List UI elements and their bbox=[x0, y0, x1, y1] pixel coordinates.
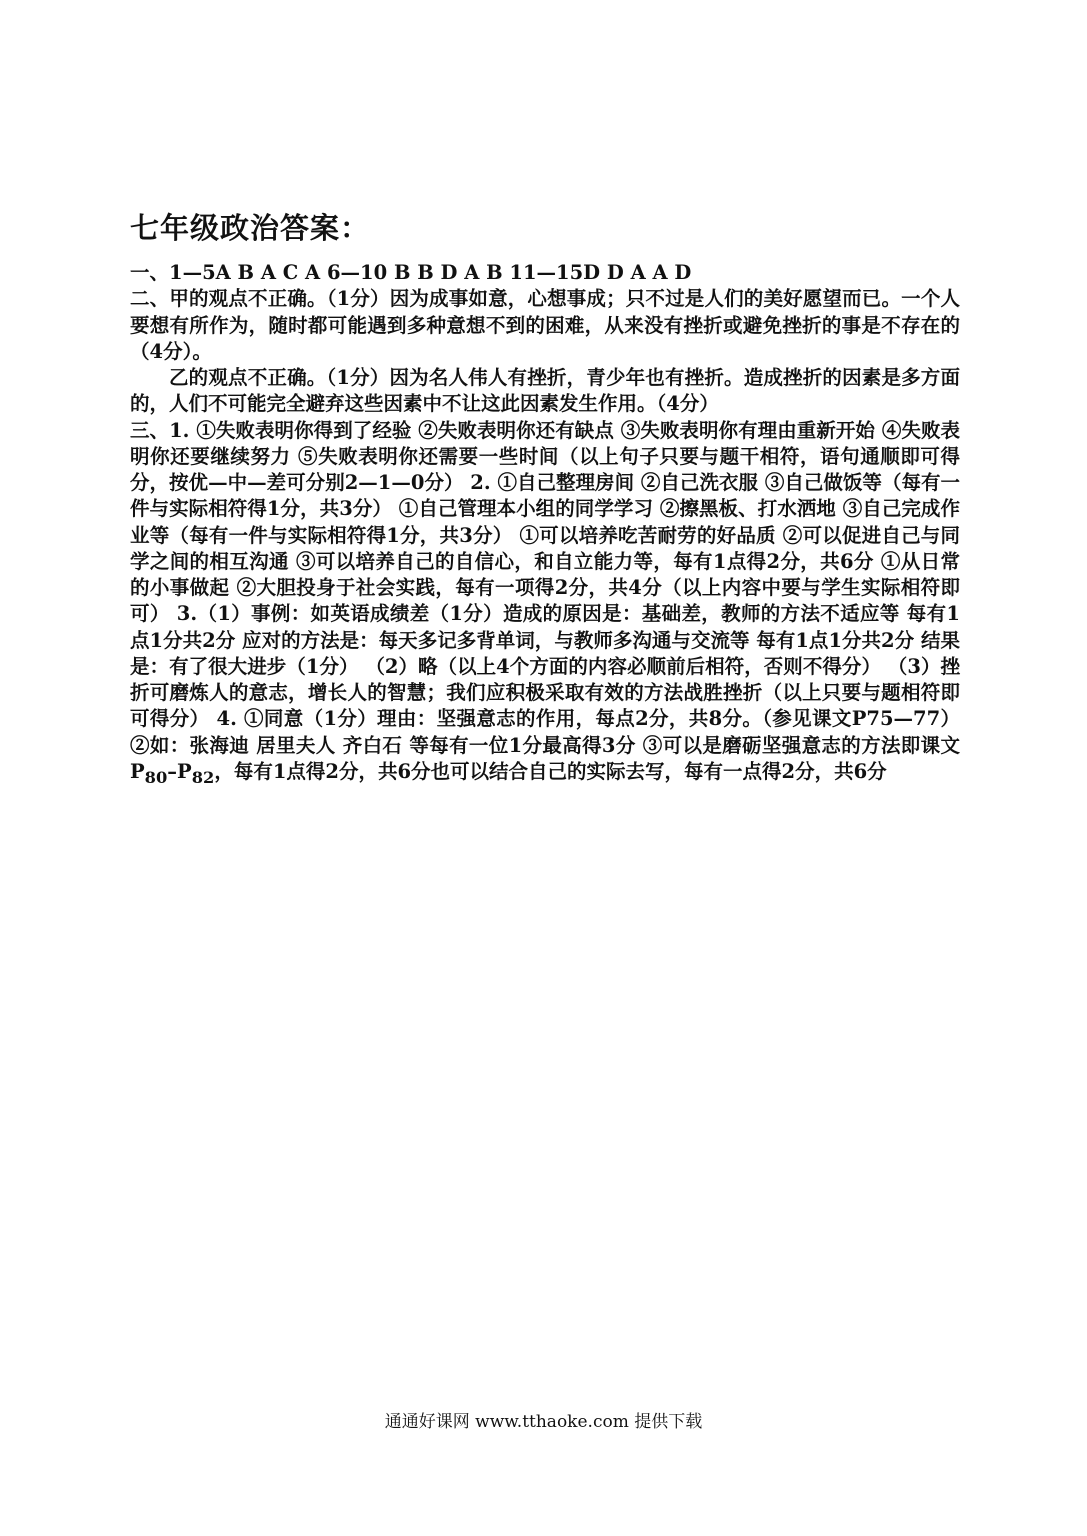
section-3-answer-tail: ，每有1点得2分，共6分也可以结合自己的实际去写，每有一点得2分，共6分 bbox=[214, 759, 887, 783]
section-1-answers: 一、1—5A B A C A 6—10 B B D A B 11—15D D A A D bbox=[130, 261, 692, 284]
section-3-answer-text: 三、1. ①失败表明你得到了经验 ②失败表明你还有缺点 ③失败表明你有理由重新开始 ④失败表明你还要继续努力 ⑤失败表明你还需要一些时间（以上句子只要与题干相符，语句通顺即可得分，按优—中—差可分别2—1—0分） 2. ①自己整理房间 ②自己洗衣服 ③自己做饭等（每有一件与实际相符得1分，共3分） ①自己管理本小组的同学学习 ②擦黑板、打水洒地 ③自己完成作业等（每有一件与实际相符得1分，共3分） ①可以培养吃苦耐劳的好品质 ②可以促进自己与同学之间的相互沟通 ③可以培养自己的自信心，和自立能力等，每有1点得2分，共6分 ①从日常的小事做起 ②大胆投身于社会实践，每有一项得2分，共4分（以上内容中要与学生实际相符即可） 3.（1）事例：如英语成绩差（1分）造成的原因是：基础差，教师的方法不适应等 每有1点1分共2分 应对的方法是：每天多记多背单词，与教师多沟通与交流等 每有1点1分共2分 结果是：有了很大进步（1分） （2）略（以上4个方面的内容必顺前后相符，否则不得分） （3）挫折可磨炼人的意志，增长人的智慧；我们应积极采取有效的方法战胜挫折（以上只要与题相符即可得分） 4. ①同意（1分）理由：坚强意志的作用，每点2分，共8分。（参见课文P75—77） ②如：张海迪 居里夫人 齐白石 等每有一位1分最高得3分 ③可以是磨砺坚强意志的方法即课文 bbox=[130, 418, 960, 757]
page-title: 七年级政治答案： bbox=[130, 211, 371, 245]
section-3-answers bbox=[130, 418, 960, 791]
page-ref-dash: – bbox=[167, 759, 178, 783]
section-2-answer-part-2: 乙的观点不正确。（1分）因为名人伟人有挫折，青少年也有挫折。造成挫折的因素是多方面的，人们不可能完全避弃这些因素中不让这此因素发生作用。（4分） bbox=[130, 366, 960, 416]
page-ref-end: $P_{82}$ bbox=[177, 759, 215, 787]
download-footer: 通通好课网 www.tthaoke.com 提供下载 bbox=[384, 1412, 703, 1432]
answer-content bbox=[130, 260, 960, 791]
section-2-answer-part-1: 二、甲的观点不正确。（1分）因为成事如意，心想事成；只不过是人们的美好愿望而已。一个人要想有所作为，随时都可能遇到多种意想不到的困难，从来没有挫折或避免挫折的事是不存在的（4分）。 bbox=[130, 287, 960, 363]
page-ref-start: $P_{80}$ bbox=[130, 759, 168, 787]
